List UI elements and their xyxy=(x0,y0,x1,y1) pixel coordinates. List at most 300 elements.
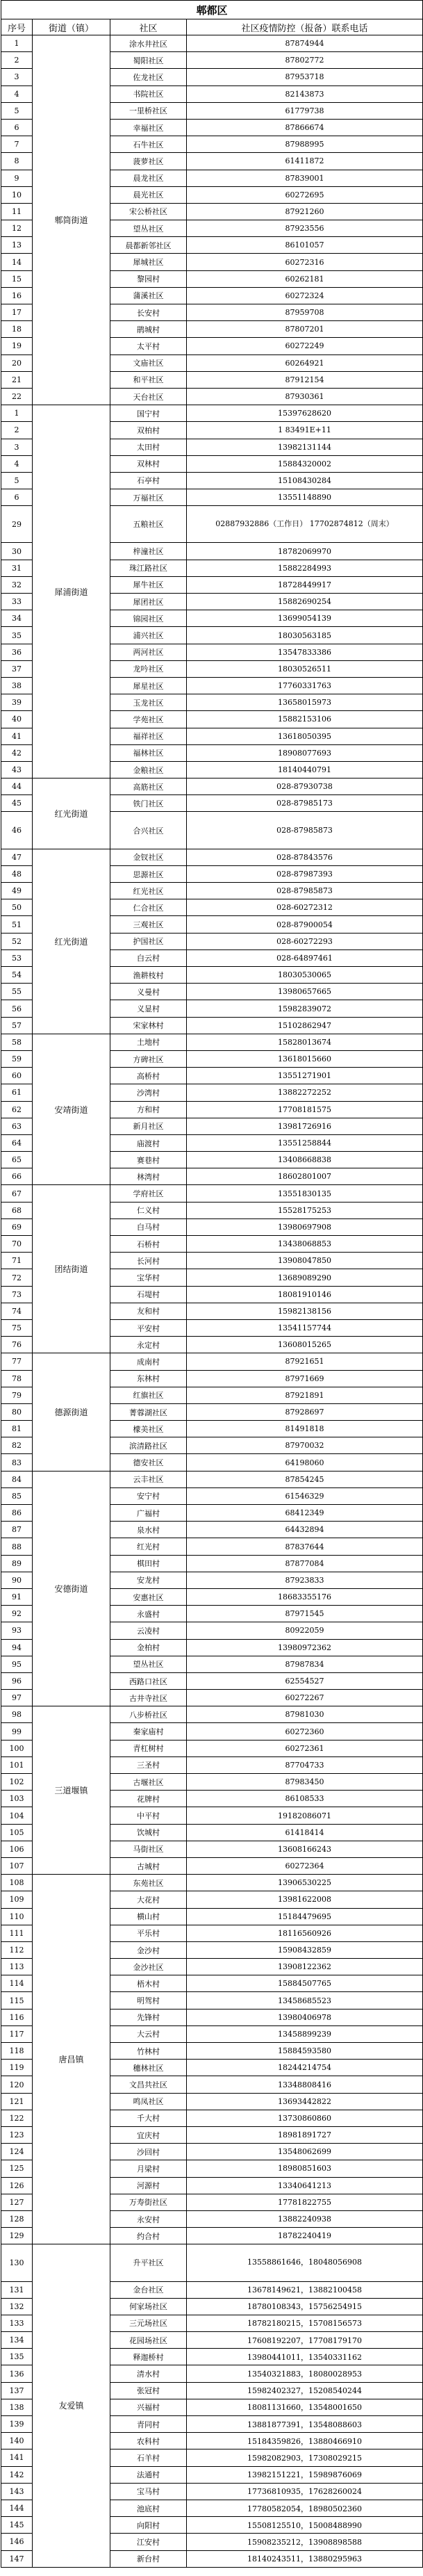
community-cell: 泉水村 xyxy=(110,1522,187,1538)
community-cell: 红旗社区 xyxy=(110,1387,187,1403)
row-index: 145 xyxy=(1,2517,33,2534)
phone-cell: 18683355176 xyxy=(187,1588,423,1605)
phone-cell: 15884593580 xyxy=(187,2043,423,2060)
community-cell: 宝华村 xyxy=(110,1269,187,1286)
row-index: 30 xyxy=(1,543,33,560)
row-index: 95 xyxy=(1,1656,33,1672)
street-cell: 犀浦街道 xyxy=(33,405,110,778)
phone-cell: 13551271901 xyxy=(187,1068,423,1084)
row-index: 138 xyxy=(1,2399,33,2415)
row-index: 90 xyxy=(1,1572,33,1588)
row-index: 103 xyxy=(1,1791,33,1807)
community-cell: 犀牛社区 xyxy=(110,576,187,593)
phone-cell: 13551258844 xyxy=(187,1134,423,1151)
phone-cell: 60272695 xyxy=(187,186,423,203)
street-cell: 三道堰镇 xyxy=(33,1706,110,1875)
community-cell: 约合村 xyxy=(110,2228,187,2244)
row-index: 112 xyxy=(1,1941,33,1958)
community-cell: 犀城社区 xyxy=(110,254,187,270)
row-index: 56 xyxy=(1,1000,33,1017)
row-index: 139 xyxy=(1,2416,33,2433)
community-cell: 永盛村 xyxy=(110,1606,187,1622)
phone-cell: 13881877391，13548088603 xyxy=(187,2416,423,2433)
community-cell: 晨光社区 xyxy=(110,186,187,203)
phone-cell: 60272361 xyxy=(187,1740,423,1756)
community-cell: 浦兴社区 xyxy=(110,627,187,644)
phone-cell: 87983450 xyxy=(187,1774,423,1791)
row-index: 118 xyxy=(1,2043,33,2060)
community-cell: 清水村 xyxy=(110,2365,187,2382)
table-row xyxy=(1,35,423,52)
community-cell: 横山村 xyxy=(110,1908,187,1925)
row-index: 77 xyxy=(1,1353,33,1370)
phone-cell: 13980657665 xyxy=(187,984,423,1000)
phone-cell: 18602801007 xyxy=(187,1168,423,1185)
phone-cell: 17780582054，18980502360 xyxy=(187,2500,423,2516)
phone-cell: 87930361 xyxy=(187,388,423,405)
row-index: 133 xyxy=(1,2315,33,2331)
community-cell: 金柏村 xyxy=(110,1639,187,1656)
row-index: 20 xyxy=(1,354,33,371)
row-index: 144 xyxy=(1,2500,33,2516)
community-cell: 学府社区 xyxy=(110,1185,187,1202)
community-cell: 三圣村 xyxy=(110,1756,187,1773)
community-cell: 长河村 xyxy=(110,1253,187,1269)
community-cell: 石亭村 xyxy=(110,472,187,489)
row-index: 41 xyxy=(1,728,33,744)
street-cell: 红光街道 xyxy=(33,778,110,849)
community-cell: 秦家庙村 xyxy=(110,1723,187,1740)
street-cell: 安德街道 xyxy=(33,1471,110,1706)
row-index: 73 xyxy=(1,1286,33,1303)
row-index: 38 xyxy=(1,677,33,694)
row-index: 126 xyxy=(1,2177,33,2194)
table-row xyxy=(1,2244,423,2281)
row-index: 94 xyxy=(1,1639,33,1656)
row-index: 115 xyxy=(1,1992,33,2009)
phone-cell: 13982131144 xyxy=(187,439,423,455)
community-cell: 先锋村 xyxy=(110,2009,187,2025)
community-cell: 仁合社区 xyxy=(110,899,187,916)
phone-cell: 18030530065 xyxy=(187,967,423,984)
row-index: 17 xyxy=(1,304,33,321)
community-cell: 晨都新邻社区 xyxy=(110,237,187,254)
phone-cell: 028-60272312 xyxy=(187,899,423,916)
row-index: 58 xyxy=(1,1034,33,1050)
phone-cell: 13980406978 xyxy=(187,2009,423,2025)
row-index: 64 xyxy=(1,1134,33,1151)
community-cell: 饮城村 xyxy=(110,1824,187,1841)
row-index: 9 xyxy=(1,170,33,186)
row-index: 80 xyxy=(1,1403,33,1420)
phone-cell: 87704733 xyxy=(187,1756,423,1773)
row-index: 62 xyxy=(1,1101,33,1118)
phone-cell: 61779738 xyxy=(187,102,423,119)
community-cell: 棋田村 xyxy=(110,1555,187,1572)
phone-cell: 18081131660，13548001650 xyxy=(187,2399,423,2415)
phone-cell: 13608015265 xyxy=(187,1337,423,1353)
community-cell: 宝马村 xyxy=(110,2483,187,2500)
community-cell: 菠萝社区 xyxy=(110,153,187,170)
row-index: 106 xyxy=(1,1841,33,1857)
phone-cell: 15884507765 xyxy=(187,1975,423,1992)
row-index: 45 xyxy=(1,795,33,812)
phone-cell: 15108430284 xyxy=(187,472,423,489)
phone-cell: 028-87900054 xyxy=(187,916,423,933)
phone-cell: 15982082903，17308029215 xyxy=(187,2449,423,2466)
table-row xyxy=(1,1471,423,1487)
community-cell: 何家场社区 xyxy=(110,2298,187,2315)
community-cell: 涂水井社区 xyxy=(110,35,187,52)
community-cell: 八步桥社区 xyxy=(110,1706,187,1723)
phone-cell: 86108533 xyxy=(187,1791,423,1807)
phone-cell: 87874944 xyxy=(187,35,423,52)
phone-cell: 17708181575 xyxy=(187,1101,423,1118)
row-index: 117 xyxy=(1,2025,33,2042)
row-index: 19 xyxy=(1,338,33,354)
row-index: 63 xyxy=(1,1118,33,1134)
phone-cell: 15882690254 xyxy=(187,594,423,610)
row-index: 105 xyxy=(1,1824,33,1841)
row-index: 46 xyxy=(1,812,33,849)
phone-cell: 87912154 xyxy=(187,371,423,388)
street-cell: 德源街道 xyxy=(33,1353,110,1471)
community-cell: 龙吟社区 xyxy=(110,660,187,677)
phone-cell: 13906530225 xyxy=(187,1875,423,1891)
phone-cell: 62554527 xyxy=(187,1672,423,1689)
table-row xyxy=(1,1185,423,1202)
phone-cell: 13882272252 xyxy=(187,1084,423,1101)
phone-cell: 13699054139 xyxy=(187,610,423,627)
community-cell: 福祥社区 xyxy=(110,728,187,744)
row-index: 6 xyxy=(1,119,33,136)
phone-cell: 02887932886（工作日） 17702874812（周末） xyxy=(187,506,423,543)
community-cell: 两河社区 xyxy=(110,644,187,660)
community-cell: 滨清路社区 xyxy=(110,1437,187,1454)
phone-cell: 028-87987393 xyxy=(187,865,423,882)
community-cell: 和平社区 xyxy=(110,371,187,388)
phone-cell: 13693442822 xyxy=(187,2093,423,2110)
community-cell: 江安村 xyxy=(110,2534,187,2550)
community-cell: 犀星社区 xyxy=(110,677,187,694)
street-cell: 郫筒街道 xyxy=(33,35,110,405)
community-cell: 古井寺社区 xyxy=(110,1690,187,1706)
community-cell: 安惠社区 xyxy=(110,1588,187,1605)
table-row xyxy=(1,1353,423,1370)
phone-cell: 13678149621，13882100458 xyxy=(187,2281,423,2298)
community-cell: 义曼村 xyxy=(110,984,187,1000)
row-index: 93 xyxy=(1,1622,33,1639)
phone-cell: 64432894 xyxy=(187,1522,423,1538)
community-cell: 花牌村 xyxy=(110,1791,187,1807)
row-index: 47 xyxy=(1,849,33,865)
row-index: 89 xyxy=(1,1555,33,1572)
row-index: 85 xyxy=(1,1487,33,1504)
community-cell: 池底村 xyxy=(110,2500,187,2516)
row-index: 140 xyxy=(1,2433,33,2449)
community-cell: 天台社区 xyxy=(110,388,187,405)
community-cell: 青同村 xyxy=(110,2416,187,2433)
row-index: 134 xyxy=(1,2332,33,2349)
phone-cell: 18030563185 xyxy=(187,627,423,644)
row-index: 101 xyxy=(1,1756,33,1773)
community-cell: 平乐村 xyxy=(110,1925,187,1941)
row-index: 3 xyxy=(1,69,33,85)
row-index: 128 xyxy=(1,2210,33,2227)
row-index: 1 xyxy=(1,405,33,422)
row-index: 79 xyxy=(1,1387,33,1403)
row-index: 37 xyxy=(1,660,33,677)
phone-cell: 61546329 xyxy=(187,1487,423,1504)
community-cell: 成南村 xyxy=(110,1353,187,1370)
community-cell: 万寿街社区 xyxy=(110,2194,187,2210)
community-cell: 花园场社区 xyxy=(110,2332,187,2349)
row-index: 34 xyxy=(1,610,33,627)
phone-cell: 18116560926 xyxy=(187,1925,423,1941)
row-index: 142 xyxy=(1,2466,33,2483)
street-cell: 唐昌镇 xyxy=(33,1875,110,2244)
community-cell: 国宁村 xyxy=(110,405,187,422)
community-cell: 西路口社区 xyxy=(110,1672,187,1689)
phone-cell: 15508125510，15008488990 xyxy=(187,2517,423,2534)
community-cell: 金沙社区 xyxy=(110,1959,187,1975)
table-row xyxy=(1,1034,423,1050)
community-cell: 安龙村 xyxy=(110,1572,187,1588)
phone-cell: 18908077693 xyxy=(187,744,423,761)
row-index: 121 xyxy=(1,2093,33,2110)
phone-cell: 028-87985173 xyxy=(187,795,423,812)
phone-cell: 18780108343，15756254915 xyxy=(187,2298,423,2315)
phone-cell: 87959708 xyxy=(187,304,423,321)
phone-cell: 17760331763 xyxy=(187,677,423,694)
community-cell: 三观社区 xyxy=(110,916,187,933)
phone-cell: 028-64897461 xyxy=(187,949,423,966)
phone-cell: 18981891727 xyxy=(187,2126,423,2143)
community-cell: 石羊村 xyxy=(110,2449,187,2466)
phone-cell: 87928697 xyxy=(187,1403,423,1420)
row-index: 124 xyxy=(1,2144,33,2160)
community-cell: 锦园社区 xyxy=(110,610,187,627)
phone-cell: 15882153106 xyxy=(187,711,423,728)
community-cell: 中平村 xyxy=(110,1807,187,1824)
community-cell: 书院社区 xyxy=(110,85,187,102)
community-cell: 渔耕枝村 xyxy=(110,967,187,984)
row-index: 107 xyxy=(1,1857,33,1874)
phone-cell: 18782240419 xyxy=(187,2228,423,2244)
row-index: 71 xyxy=(1,1253,33,1269)
phone-cell: 13541157744 xyxy=(187,1319,423,1336)
row-index: 3 xyxy=(1,439,33,455)
phone-cell: 15102862947 xyxy=(187,1017,423,1034)
phone-cell: 028-60272293 xyxy=(187,933,423,949)
community-cell: 双林村 xyxy=(110,455,187,472)
phone-cell: 15884320002 xyxy=(187,455,423,472)
phone-cell: 13548062699 xyxy=(187,2144,423,2160)
street-cell: 团结街道 xyxy=(33,1185,110,1353)
row-index: 67 xyxy=(1,1185,33,1202)
phone-cell: 13981726916 xyxy=(187,1118,423,1134)
community-cell: 农科村 xyxy=(110,2433,187,2449)
community-cell: 河源村 xyxy=(110,2177,187,2194)
phone-cell: 13618050395 xyxy=(187,728,423,744)
community-cell: 宋公桥社区 xyxy=(110,203,187,220)
phone-cell: 87953718 xyxy=(187,69,423,85)
row-index: 99 xyxy=(1,1723,33,1740)
row-index: 50 xyxy=(1,899,33,916)
row-index: 55 xyxy=(1,984,33,1000)
community-cell: 马街社区 xyxy=(110,1841,187,1857)
row-index: 130 xyxy=(1,2244,33,2281)
row-index: 5 xyxy=(1,102,33,119)
table-body xyxy=(1,35,423,2568)
community-cell: 古堰社区 xyxy=(110,1774,187,1791)
community-cell: 三元场社区 xyxy=(110,2315,187,2331)
phone-cell: 87971669 xyxy=(187,1370,423,1387)
community-cell: 土地村 xyxy=(110,1034,187,1050)
row-index: 76 xyxy=(1,1337,33,1353)
community-cell: 平安村 xyxy=(110,1319,187,1336)
community-cell: 合兴社区 xyxy=(110,812,187,849)
phone-cell: 15982402327，15208540244 xyxy=(187,2382,423,2399)
row-index: 2 xyxy=(1,52,33,69)
phone-cell: 87807201 xyxy=(187,321,423,338)
row-index: 57 xyxy=(1,1017,33,1034)
table-row xyxy=(1,849,423,865)
table-row xyxy=(1,405,423,422)
phone-cell: 60272249 xyxy=(187,338,423,354)
community-cell: 双柏村 xyxy=(110,422,187,439)
phone-cell: 13547833386 xyxy=(187,644,423,660)
community-cell: 蜀阳社区 xyxy=(110,52,187,69)
phone-cell: 87981030 xyxy=(187,1706,423,1723)
community-cell: 白马村 xyxy=(110,1218,187,1235)
row-index: 132 xyxy=(1,2298,33,2315)
row-index: 74 xyxy=(1,1303,33,1319)
phone-cell: 87877084 xyxy=(187,1555,423,1572)
community-cell: 古城村 xyxy=(110,1857,187,1874)
phone-cell: 87921260 xyxy=(187,203,423,220)
column-header-street: 街道（镇） xyxy=(33,19,110,35)
community-cell: 云丰社区 xyxy=(110,1471,187,1487)
row-index: 59 xyxy=(1,1050,33,1067)
row-index: 39 xyxy=(1,694,33,711)
community-cell: 方碑社区 xyxy=(110,1050,187,1067)
row-index: 81 xyxy=(1,1421,33,1437)
phone-cell: 60264921 xyxy=(187,354,423,371)
contact-table xyxy=(1,0,423,2568)
row-index: 135 xyxy=(1,2349,33,2365)
community-cell: 新月社区 xyxy=(110,1118,187,1134)
row-index: 127 xyxy=(1,2194,33,2210)
phone-cell: 13882240938 xyxy=(187,2210,423,2227)
row-index: 32 xyxy=(1,576,33,593)
row-index: 49 xyxy=(1,883,33,899)
row-index: 29 xyxy=(1,506,33,543)
phone-cell: 87866674 xyxy=(187,119,423,136)
community-cell: 文昌共社区 xyxy=(110,2076,187,2093)
row-index: 21 xyxy=(1,371,33,388)
community-cell: 太平村 xyxy=(110,338,187,354)
row-index: 86 xyxy=(1,1505,33,1522)
phone-cell: 87921891 xyxy=(187,1387,423,1403)
row-index: 40 xyxy=(1,711,33,728)
community-cell: 明驾村 xyxy=(110,1992,187,2009)
phone-cell: 028-87843576 xyxy=(187,849,423,865)
phone-cell: 13982151221，15989876069 xyxy=(187,2466,423,2483)
row-index: 14 xyxy=(1,254,33,270)
row-index: 96 xyxy=(1,1672,33,1689)
community-cell: 珠江路社区 xyxy=(110,560,187,576)
phone-cell: 15982839072 xyxy=(187,1000,423,1017)
phone-cell: 15828013674 xyxy=(187,1034,423,1050)
phone-cell: 13618015660 xyxy=(187,1050,423,1067)
community-cell: 赛巷村 xyxy=(110,1152,187,1168)
row-index: 123 xyxy=(1,2126,33,2143)
phone-cell: 17736810935，17628260024 xyxy=(187,2483,423,2500)
phone-cell: 13458685523 xyxy=(187,1992,423,2009)
column-header-phone: 社区疫情防控（报备）联系电话 xyxy=(187,19,423,35)
phone-cell: 13408668838 xyxy=(187,1152,423,1168)
row-index: 78 xyxy=(1,1370,33,1387)
phone-cell: 87802772 xyxy=(187,52,423,69)
phone-cell: 87923833 xyxy=(187,1572,423,1588)
row-index: 44 xyxy=(1,778,33,795)
row-index: 2 xyxy=(1,422,33,439)
row-index: 8 xyxy=(1,153,33,170)
community-cell: 沙湾村 xyxy=(110,1084,187,1101)
row-index: 72 xyxy=(1,1269,33,1286)
community-cell: 五粮社区 xyxy=(110,506,187,543)
community-cell: 广福村 xyxy=(110,1505,187,1522)
row-index: 12 xyxy=(1,220,33,237)
row-index: 43 xyxy=(1,761,33,778)
row-index: 7 xyxy=(1,136,33,153)
phone-cell: 13551830135 xyxy=(187,1185,423,1202)
community-cell: 太田村 xyxy=(110,439,187,455)
phone-cell: 19182086071 xyxy=(187,1807,423,1824)
phone-cell: 18140440791 xyxy=(187,761,423,778)
community-cell: 东苑社区 xyxy=(110,1875,187,1891)
phone-cell: 87837644 xyxy=(187,1538,423,1555)
phone-cell: 68412349 xyxy=(187,1505,423,1522)
row-index: 22 xyxy=(1,388,33,405)
row-index: 18 xyxy=(1,321,33,338)
row-index: 35 xyxy=(1,627,33,644)
community-cell: 鹃城村 xyxy=(110,321,187,338)
community-cell: 沙回村 xyxy=(110,2144,187,2160)
community-cell: 望丛社区 xyxy=(110,1656,187,1672)
phone-cell: 15184359826，13880466910 xyxy=(187,2433,423,2449)
phone-cell: 15908235212，13908898588 xyxy=(187,2534,423,2550)
row-index: 31 xyxy=(1,560,33,576)
phone-cell: 60272364 xyxy=(187,1857,423,1874)
row-index: 10 xyxy=(1,186,33,203)
row-index: 120 xyxy=(1,2076,33,2093)
phone-cell: 60262181 xyxy=(187,270,423,287)
phone-cell: 1 83491E+11 xyxy=(187,422,423,439)
community-cell: 福林社区 xyxy=(110,744,187,761)
community-cell: 仁义村 xyxy=(110,1202,187,1218)
phone-cell: 18244214754 xyxy=(187,2060,423,2076)
community-cell: 望丛社区 xyxy=(110,220,187,237)
row-index: 11 xyxy=(1,203,33,220)
community-cell: 竹林村 xyxy=(110,2043,187,2060)
community-cell: 兴福村 xyxy=(110,2399,187,2415)
row-index: 4 xyxy=(1,455,33,472)
community-cell: 义显村 xyxy=(110,1000,187,1017)
community-cell: 金粮社区 xyxy=(110,761,187,778)
row-index: 88 xyxy=(1,1538,33,1555)
